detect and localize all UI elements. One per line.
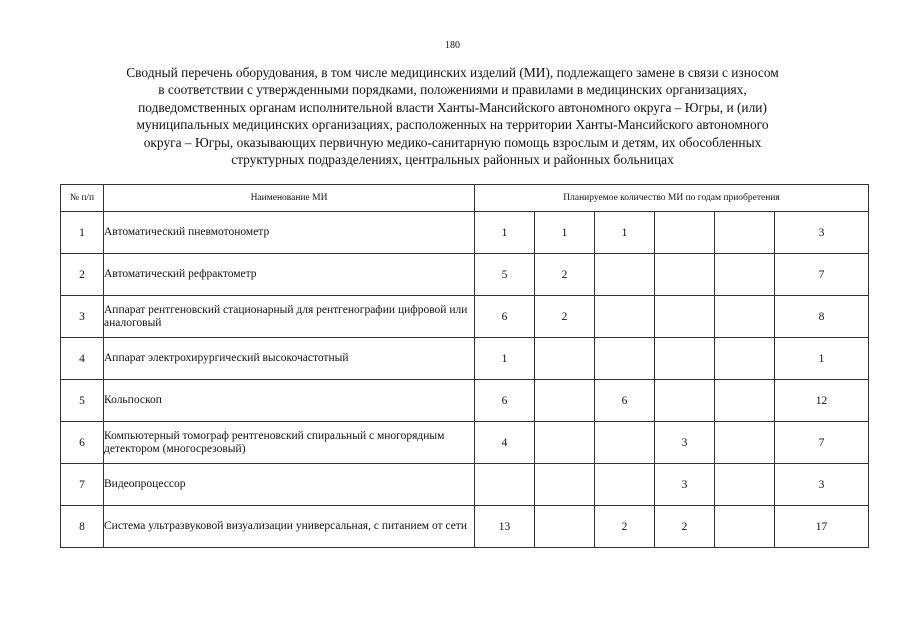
qty-cell: 1 — [535, 212, 595, 254]
title-line: округа – Югры, оказывающих первичную медико-санитарную помощь взрослым и детям, их обособленных — [143, 134, 762, 150]
row-num: 3 — [61, 296, 104, 338]
table-row — [61, 338, 869, 380]
qty-cell — [595, 464, 655, 506]
qty-cell — [535, 380, 595, 422]
table-header-row — [61, 185, 869, 212]
qty-cell: 1 — [475, 212, 535, 254]
qty-cell — [715, 296, 775, 338]
row-name: Кольпоскоп — [104, 380, 475, 422]
qty-cell: 2 — [595, 506, 655, 548]
qty-cell: 1 — [595, 212, 655, 254]
qty-cell — [535, 422, 595, 464]
row-num: 5 — [61, 380, 104, 422]
table-row — [61, 506, 869, 548]
qty-cell: 6 — [475, 296, 535, 338]
qty-cell — [715, 422, 775, 464]
qty-cell — [595, 296, 655, 338]
qty-cell — [715, 212, 775, 254]
qty-cell — [655, 296, 715, 338]
table-row — [61, 422, 869, 464]
total-cell: 7 — [775, 254, 869, 296]
qty-cell: 13 — [475, 506, 535, 548]
document-title — [40, 64, 865, 168]
row-name: Автоматический рефрактометр — [104, 254, 475, 296]
row-name: Аппарат электрохирургический высокочастотный — [104, 338, 475, 380]
table-row — [61, 296, 869, 338]
row-num: 7 — [61, 464, 104, 506]
total-cell: 12 — [775, 380, 869, 422]
qty-cell: 3 — [655, 422, 715, 464]
qty-cell: 4 — [475, 422, 535, 464]
row-name: Аппарат рентгеновский стационарный для рентгенографии цифровой или аналоговый — [104, 296, 475, 338]
title-line: в соответствии с утвержденными порядками, положениями и правилами в медицинских организациях, — [158, 82, 747, 98]
qty-cell — [655, 212, 715, 254]
row-num: 2 — [61, 254, 104, 296]
qty-cell — [655, 338, 715, 380]
table-row — [61, 380, 869, 422]
row-num: 8 — [61, 506, 104, 548]
row-name: Система ультразвуковой визуализации универсальная, с питанием от сети — [104, 506, 475, 548]
qty-cell — [535, 464, 595, 506]
total-cell: 1 — [775, 338, 869, 380]
row-name: Видеопроцессор — [104, 464, 475, 506]
qty-cell — [595, 338, 655, 380]
qty-cell — [535, 338, 595, 380]
equipment-table — [60, 184, 869, 548]
qty-cell — [475, 464, 535, 506]
table-row — [61, 254, 869, 296]
qty-cell — [595, 254, 655, 296]
qty-cell: 1 — [475, 338, 535, 380]
total-cell: 8 — [775, 296, 869, 338]
qty-cell — [655, 380, 715, 422]
qty-cell — [715, 506, 775, 548]
qty-cell: 3 — [655, 464, 715, 506]
total-cell: 3 — [775, 464, 869, 506]
table-row — [61, 464, 869, 506]
row-num: 1 — [61, 212, 104, 254]
qty-cell: 2 — [535, 254, 595, 296]
header-name: Наименование МИ — [104, 185, 475, 212]
qty-cell — [715, 254, 775, 296]
qty-cell: 2 — [655, 506, 715, 548]
header-planned: Планируемое количество МИ по годам приобретения — [475, 185, 869, 212]
title-line: подведомственных органам исполнительной власти Ханты-Мансийского автономного округа – Югры, и (или) — [138, 99, 767, 115]
qty-cell: 5 — [475, 254, 535, 296]
qty-cell — [715, 338, 775, 380]
total-cell: 7 — [775, 422, 869, 464]
qty-cell — [595, 422, 655, 464]
row-name: Автоматический пневмотонометр — [104, 212, 475, 254]
title-line: Сводный перечень оборудования, в том числе медицинских изделий (МИ), подлежащего замене в связи с износом — [126, 65, 779, 80]
qty-cell — [715, 380, 775, 422]
total-cell: 3 — [775, 212, 869, 254]
title-line: структурных подразделениях, центральных районных и районных больницах — [231, 152, 674, 168]
title-line: муниципальных медицинских организациях, расположенных на территории Ханты-Мансийского автономного — [136, 117, 769, 133]
qty-cell: 6 — [595, 380, 655, 422]
qty-cell — [655, 254, 715, 296]
qty-cell: 6 — [475, 380, 535, 422]
header-num: № п/п — [61, 185, 104, 212]
table-row — [61, 212, 869, 254]
qty-cell — [535, 506, 595, 548]
qty-cell: 2 — [535, 296, 595, 338]
row-num: 6 — [61, 422, 104, 464]
qty-cell — [715, 464, 775, 506]
row-num: 4 — [61, 338, 104, 380]
row-name: Компьютерный томограф рентгеновский спиральный с многорядным детектором (многосрезовый) — [104, 422, 475, 464]
page-number: 180 — [445, 40, 460, 51]
total-cell: 17 — [775, 506, 869, 548]
